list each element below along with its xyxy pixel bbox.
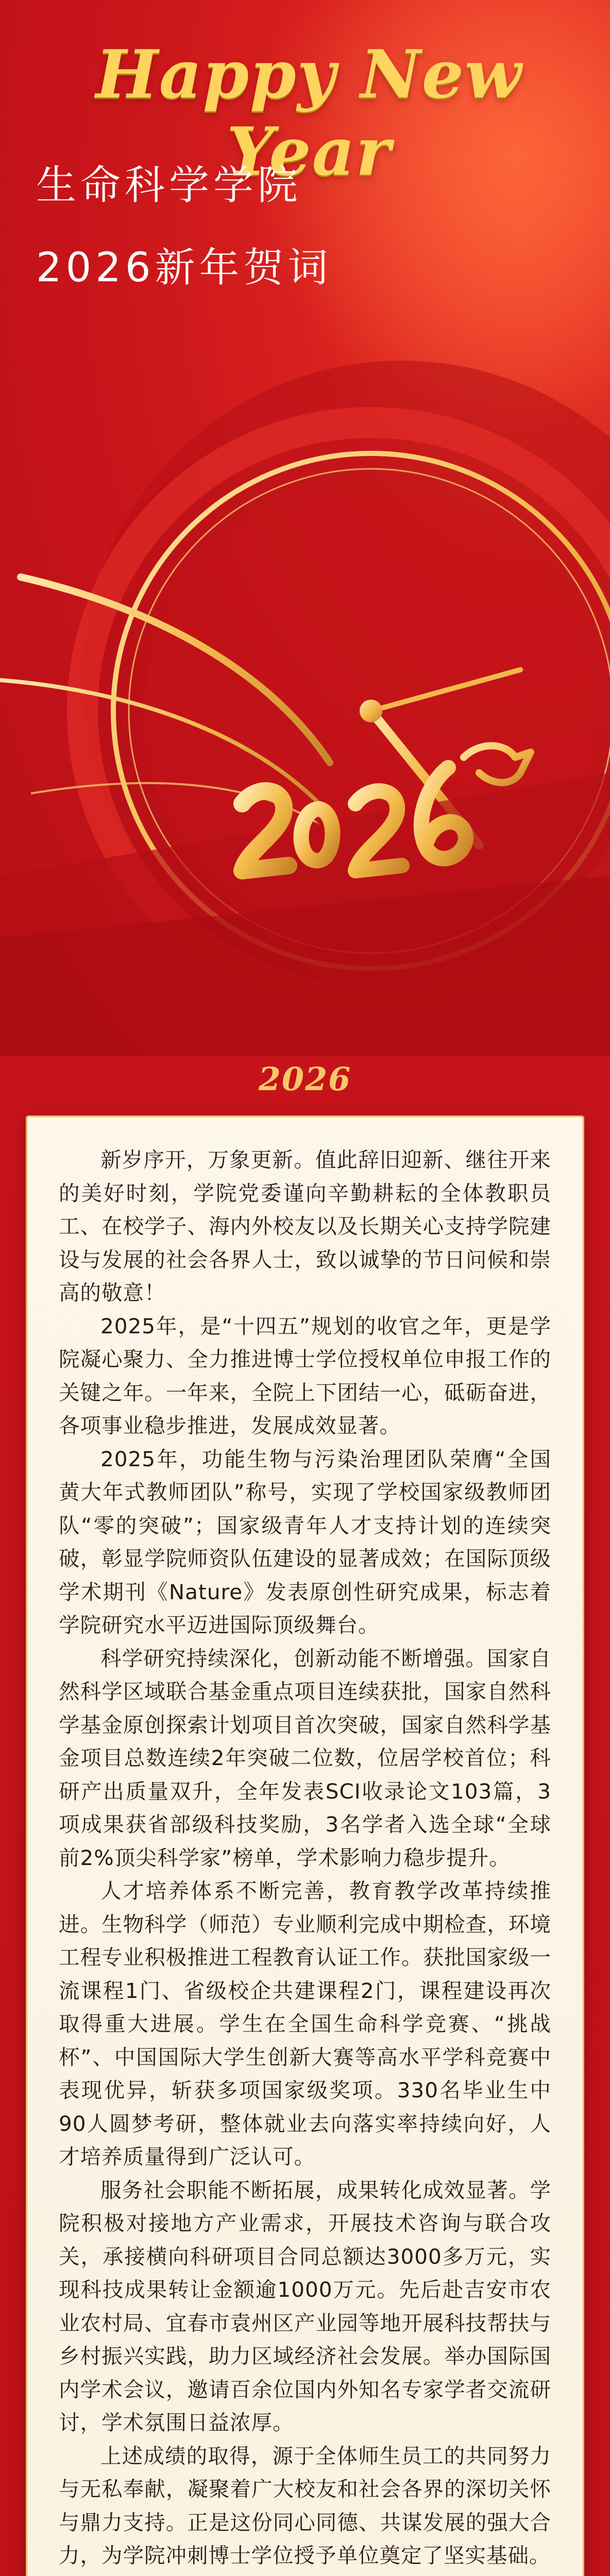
hero-title-greeting: 2026新年贺词 [36,245,332,291]
paragraph-teams-achievement: 2025年，功能生物与污染治理团队荣膺“全国黄大年式教师团队”称号，实现了学校国家级教师团队“零的突破”；国家级青年人才支持计划的连续突破，彰显学院师资队伍建设的显著成效；在国际顶级学术期刊《Nature》发表原创性研究成果，标志着学院研究水平迈进国际顶级舞台。 [59,1446,551,1637]
paragraph-research: 科学研究持续深化，创新动能不断增强。国家自然科学区域联合基金重点项目连续获批，国家自然科学基金原创探索计划项目首次突破，国家自然科学基金项目总数连续2年突破二位数，位居学校首位；科研产出质量双升，全年发表SCI收录论文103篇，3项成果获省部级科技奖励，3名学者入选全球“全球前2%顶尖科学家”榜单，学术影响力稳步提升。 [59,1646,551,1870]
paragraph-gratitude: 上述成绩的取得，源于全体师生员工的共同努力与无私奉献，凝聚着广大校友和社会各界的深切关怀与鼎力支持。正是这份同心同德、共谋发展的强大合力，为学院冲刺博士学位授予单位奠定了坚实基础。 [59,2443,551,2568]
letter-body [59,1143,551,2576]
paragraph-opening: 新岁序开，万象更新。值此辞旧迎新、继往开来的美好时刻，学院党委谨向辛勤耕耘的全体教职员工、在校学子、海内外校友以及长期关心支持学院建设与发展的社会各界人士，致以诚挚的节日问候和崇高的敬意！ [59,1147,551,1305]
paragraph-outlook-2026 [59,2572,551,2576]
paragraph-education: 人才培养体系不断完善，教育教学改革持续推进。生物科学（师范）专业顺利完成中期检查，环境工程专业积极推进工程教育认证工作。获批国家级一流课程1门、省级校企共建课程2门，课程建设再次取得重大进展。学生在全国生命科学竞赛、“挑战杯”、中国国际大学生创新大赛等高水平学科竞赛中表现优异，斩获多项国家级奖项。330名毕业生中90人圆梦考研，整体就业去向落实率持续向好，人才培养质量得到广泛认可。 [59,1878,551,2169]
happy-new-year-headline: Happy New Year [95,36,523,191]
hero-banner [0,0,610,1056]
paragraph-2025-overview: 2025年，是“十四五”规划的收官之年，更是学院凝心聚力、全力推进博士学位授权单位申报工作的关键之年。一年来，全院上下团结一心，砥砺奋进，各项事业稳步推进，发展成效显著。 [59,1313,551,1438]
paragraph-social-service: 服务社会职能不断拓展，成果转化成效显著。学院积极对接地方产业需求，开展技术咨询与联合攻关，承接横向科研项目合同总额达3000多万元，实现科技成果转让金额逾1000万元。先后赴吉安市农业农村局、宜春市袁州区产业园等地开展科技帮扶与乡村振兴实践，助力区域经济社会发展。举办国际国内学术会议，邀请百余位国内外知名专家学者交流研讨，学术氛围日益浓厚。 [59,2177,551,2435]
gold-2026-horse-emblem [0,0,610,1056]
year-ribbon [0,1051,610,1108]
letter-card [26,1115,584,2576]
hero-title-college: 生命科学学院 [36,162,302,209]
year-ribbon-text: 2026 [258,1060,352,1098]
